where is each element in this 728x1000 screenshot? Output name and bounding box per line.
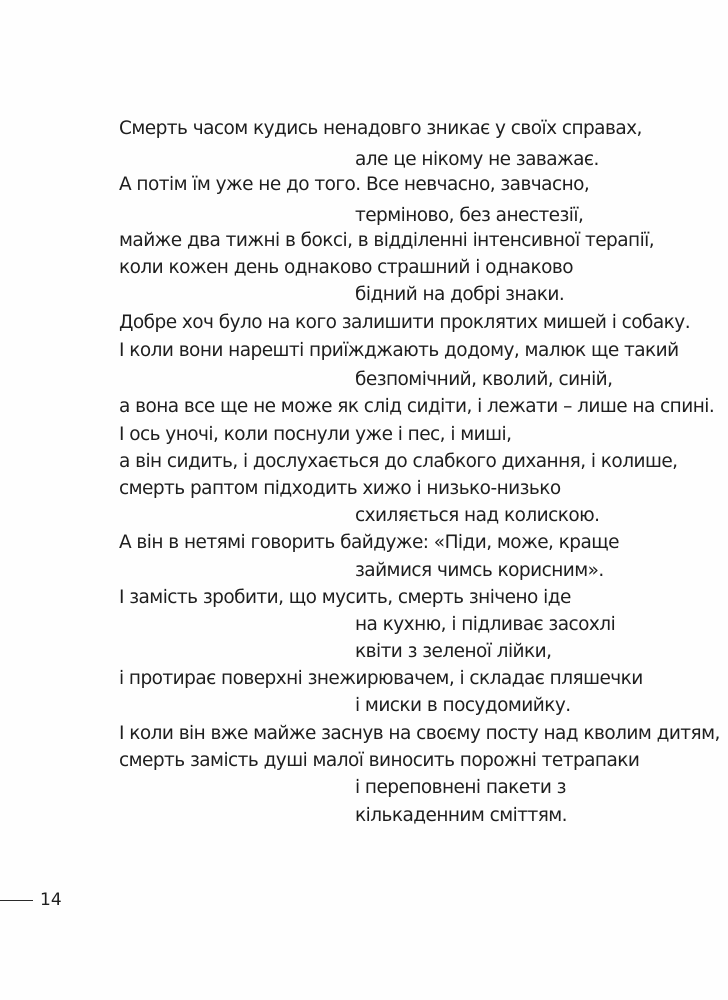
- poem-line: схиляється над колискою.: [355, 505, 600, 526]
- poem-line: кількаденним сміттям.: [355, 805, 568, 826]
- poem-line: І коли він вже майже заснув на своєму посту над кволим дитям,: [119, 723, 720, 744]
- poem-line: майже два тижні в боксі, в відділенні інтенсивної терапії,: [119, 230, 655, 251]
- poem-line: бідний на добрі знаки.: [355, 284, 565, 305]
- poem-line: квіти з зеленої лійки,: [355, 641, 552, 662]
- poem-line: смерть раптом підходить хижо і низько-низько: [119, 478, 561, 499]
- poem-line: А він в нетямі говорить байдуже: «Піди, може, краще: [119, 532, 619, 553]
- poem-line: І замість зробити, що мусить, смерть знічено іде: [119, 587, 571, 608]
- poem-line: безпомічний, кволий, синій,: [355, 369, 613, 390]
- poem-line: займися чимсь корисним».: [355, 560, 604, 581]
- poem-line: на кухню, і підливає засохлі: [355, 614, 616, 635]
- poem-line: але це нікому не заважає.: [355, 149, 599, 170]
- page-number: 14: [40, 890, 62, 910]
- poem-line: смерть замість душі малої виносить порожні тетрапаки: [119, 750, 640, 771]
- poem-line: І коли вони нарешті приїжджають додому, малюк ще такий: [119, 340, 679, 361]
- poem-line: І ось уночі, коли поснули уже і пес, і миші,: [119, 424, 512, 445]
- poem-line: терміново, без анестезії,: [355, 205, 584, 226]
- poem-line: Смерть часом кудись ненадовго зникає у своїх справах,: [119, 118, 642, 139]
- poem-line: а він сидить, і дослухається до слабкого дихання, і колише,: [119, 451, 678, 472]
- poem-line: а вона все ще не може як слід сидіти, і лежати – лише на спині.: [119, 396, 715, 417]
- poem-line: і протирає поверхні знежирювачем, і складає пляшечки: [119, 668, 643, 689]
- poem-line: Добре хоч було на кого залишити проклятих мишей і собаку.: [119, 312, 691, 333]
- poem-line: коли кожен день однаково страшний і однаково: [119, 257, 573, 278]
- poem-line: і переповнені пакети з: [355, 777, 566, 798]
- footer-rule: [0, 900, 33, 901]
- poem-line: А потім їм уже не до того. Все невчасно, завчасно,: [119, 174, 590, 195]
- poem-line: і миски в посудомийку.: [355, 695, 571, 716]
